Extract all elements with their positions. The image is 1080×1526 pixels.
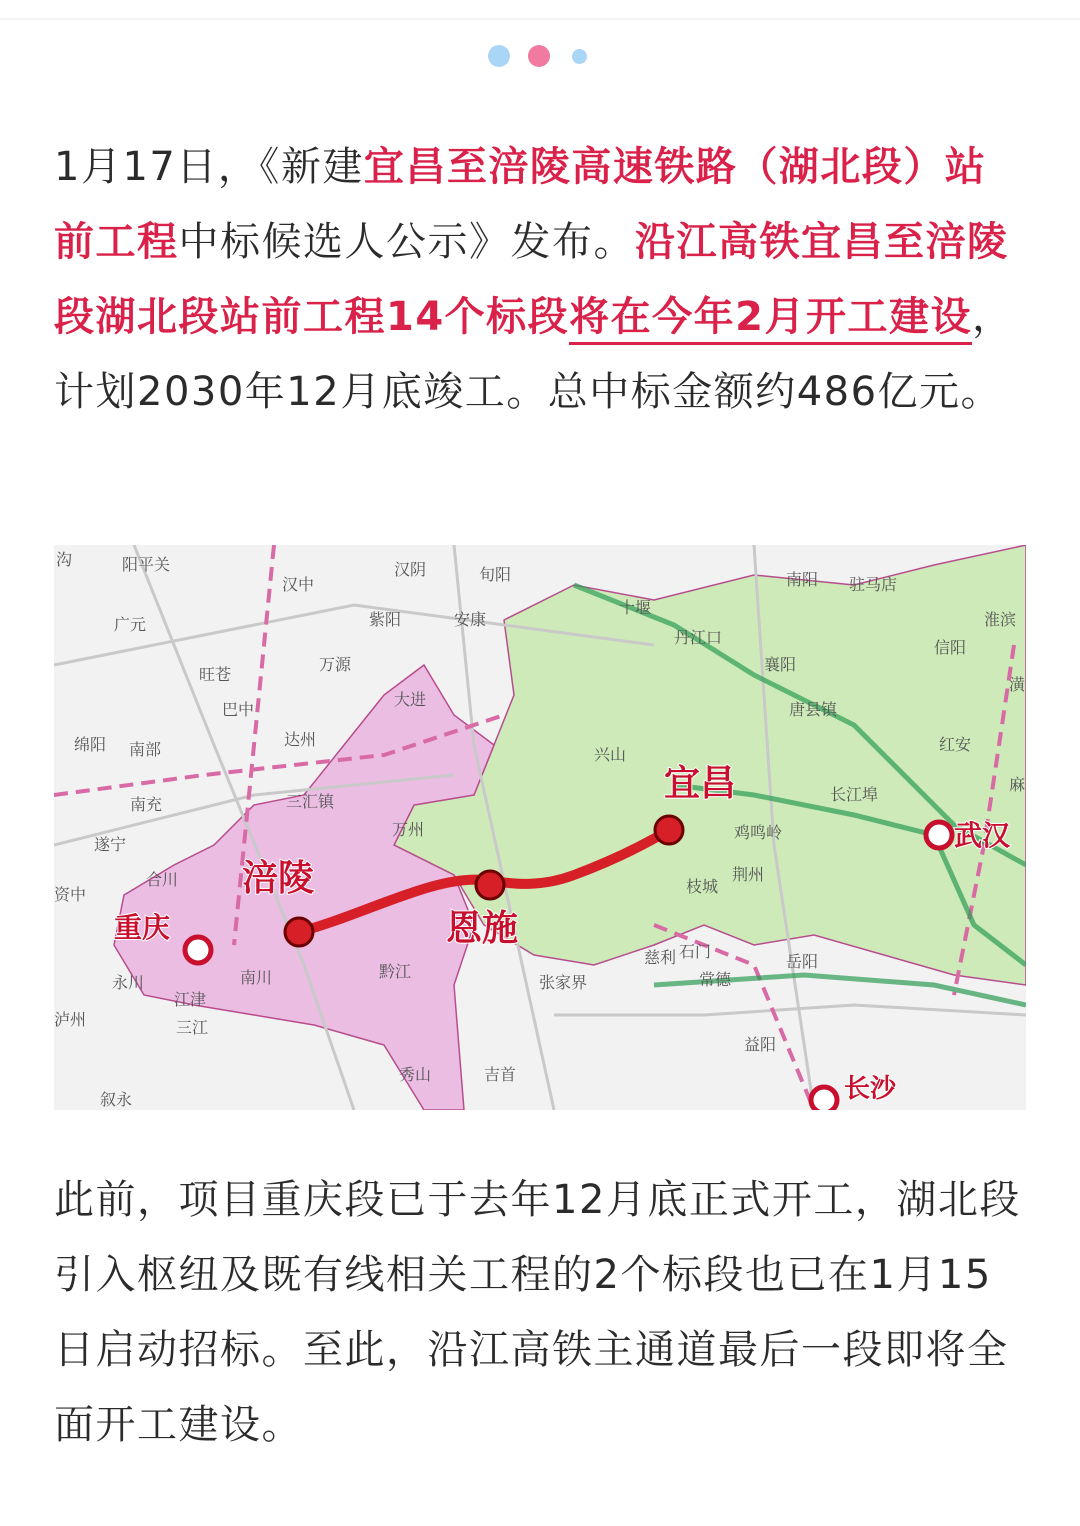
place-label: 十堰 [619,598,652,617]
place-label: 旬阳 [479,565,512,584]
place-label: 岳阳 [786,952,819,971]
place-label: 驻马店 [849,575,898,594]
place-label: 安康 [454,610,487,629]
place-label: 叙永 [100,1090,133,1109]
place-label: 石门 [679,942,712,961]
place-label: 三江 [176,1018,209,1037]
hub-label-chongqing: 重庆 [114,911,171,944]
dot-blue [488,45,510,67]
place-label: 遂宁 [94,835,127,854]
place-label: 黔江 [379,962,412,981]
place-label: 大进 [394,690,427,709]
place-label: 襄阳 [764,655,797,674]
place-label: 三汇镇 [286,792,335,811]
place-label: 秀山 [399,1065,432,1084]
place-label: 永川 [112,973,145,992]
text-segment: ，计划2030年12月底竣工。总中标金额约486亿元。 [54,294,1014,415]
place-label: 汉阴 [394,560,427,579]
place-label: 阳平关 [122,555,171,574]
highlight-sections: 沿江高铁宜昌至涪陵段湖北段站前工程14个标段 [54,219,1009,340]
dot-blue-small [572,49,587,64]
place-label: 麻 [1009,775,1026,794]
place-label: 张家界 [539,973,588,992]
place-label: 万源 [319,655,352,674]
place-label: 兴山 [594,745,627,764]
place-label: 丹江口 [674,628,723,647]
place-label: 长江埠 [830,785,879,804]
place-label: 信阳 [934,638,967,657]
highlight-project-name: 宜昌至涪陵高速铁路（湖北段）站前工程 [54,144,987,265]
top-divider [0,18,1080,20]
place-label: 南充 [130,795,163,814]
place-label: 益阳 [744,1035,777,1054]
station-label-enshi: 恩施 [446,908,519,949]
place-label: 常德 [699,970,732,989]
article-paragraph-2: 此前，项目重庆段已于去年12月底正式开工，湖北段引入枢纽及既有线相关工程的2个标段也已在1月15日启动招标。至此，沿江高铁主通道最后一段即将全面开工建设。 [54,1177,1021,1448]
place-label: 沟 [56,550,73,569]
station-label-fuling: 涪陵 [242,858,315,899]
place-label: 达州 [284,730,317,749]
hub-label-wuhan: 武汉 [954,819,1011,852]
station-label-yichang: 宜昌 [664,763,737,804]
place-label: 南部 [129,740,162,759]
place-label: 慈利 [644,948,677,967]
highlight-start-date: 将在今年2月开工建设 [569,294,972,345]
place-label: 旺苍 [199,665,232,684]
place-label: 吉首 [484,1065,517,1084]
place-label: 广元 [114,615,147,634]
place-label: 红安 [939,735,972,754]
text-segment: 1月17日，《新建 [54,144,364,190]
place-label: 巴中 [222,700,255,719]
place-label: 鸡鸣岭 [734,823,783,842]
place-label: 南阳 [786,570,819,589]
place-label: 南川 [240,968,273,987]
railway-route-map [54,545,1026,1110]
place-label: 绵阳 [74,735,107,754]
place-label: 合川 [146,870,179,889]
place-label: 淮滨 [984,610,1017,629]
place-label: 枝城 [686,877,719,896]
article-paragraph-1 [54,130,1026,430]
place-label: 唐县镇 [789,700,838,719]
place-label: 紫阳 [369,610,402,629]
place-label: 资中 [54,885,87,904]
place-label: 万州 [392,820,425,839]
place-label: 荆州 [732,865,765,884]
decorative-dots [0,42,1080,70]
place-label: 泸州 [54,1010,87,1029]
place-label: 汉中 [282,575,315,594]
hub-label-changsha: 长沙 [844,1074,897,1104]
place-label: 江津 [174,990,207,1009]
text-segment: 中标候选人公示》发布。 [178,219,635,265]
map-svg [54,545,1026,1110]
place-label: 潢 [1009,675,1026,694]
dot-pink [528,45,550,67]
